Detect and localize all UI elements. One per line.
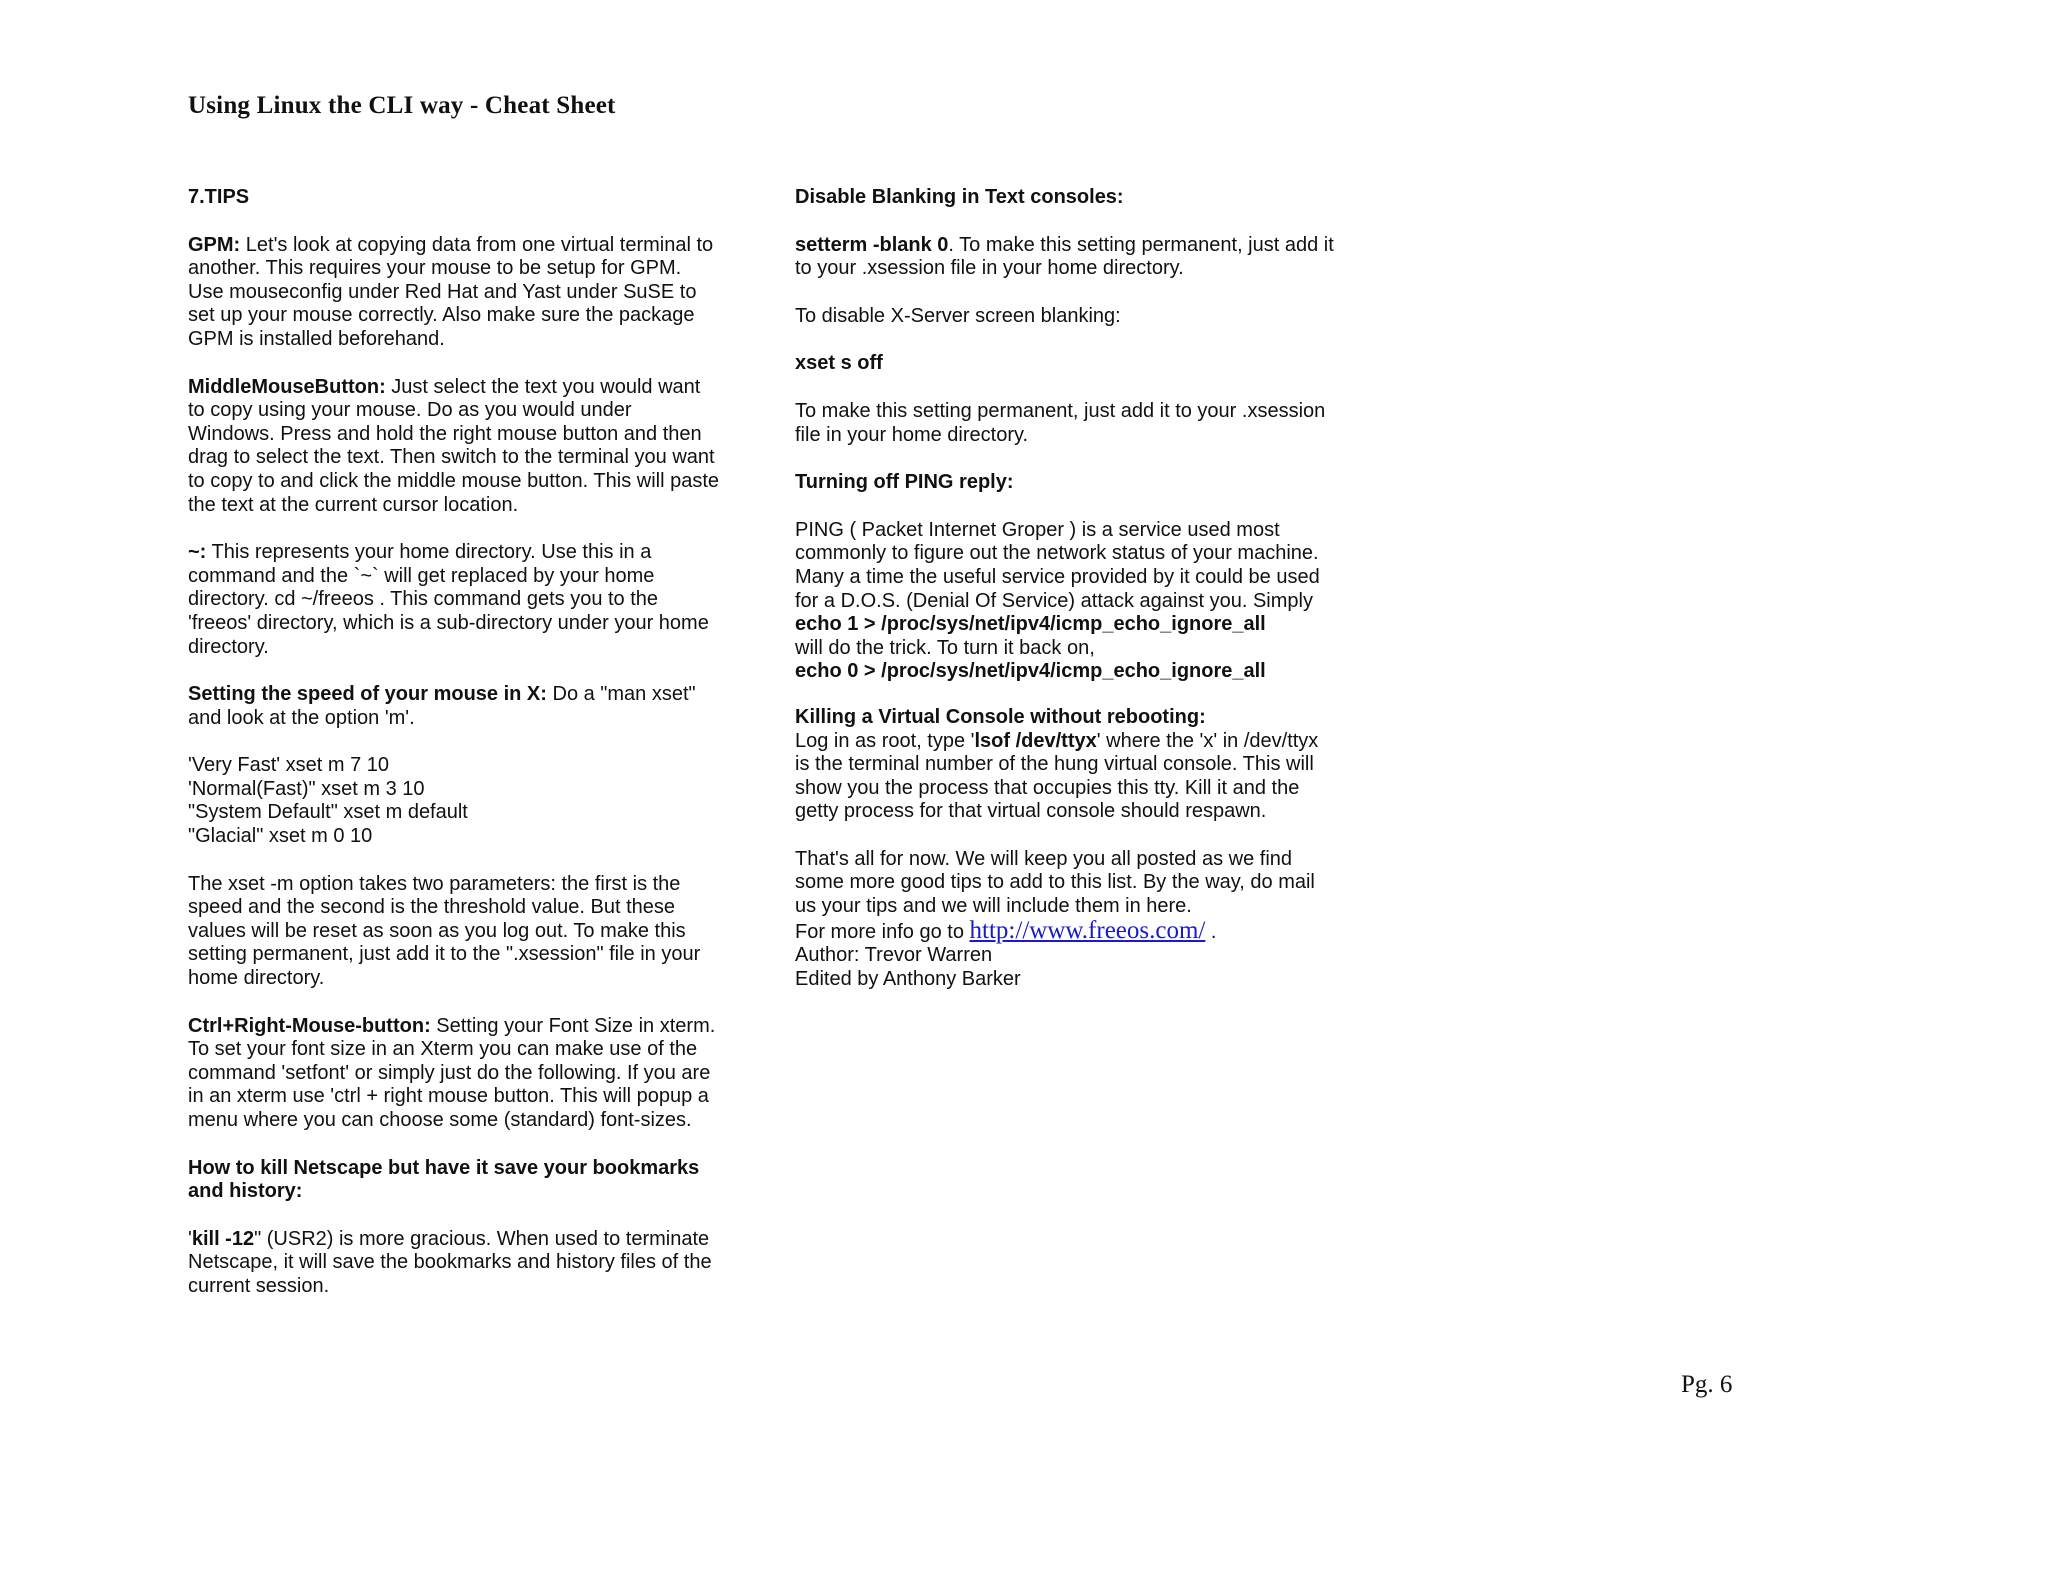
xset-explanation: The xset -m option takes two parameters: the first is the speed and the second is the threshold value. But these values will be reset as soon as you log out. To make this setting permanent, just add it to the ".xsession" file in your home directory. [188, 872, 701, 990]
xset-command: xset s off [795, 352, 883, 375]
echo-enable-command: echo 0 > /proc/sys/net/ipv4/icmp_echo_ignore_all [795, 660, 1266, 683]
speed-option: "System Default" xset m default [188, 801, 468, 824]
xserver-blanking-text: To disable X-Server screen blanking: [795, 304, 1121, 327]
speed-option: 'Normal(Fast)" xset m 3 10 [188, 777, 425, 800]
tilde-tip: ~: This represents your home directory. Use this in a command and the `~` will get replaced by your home directory. cd ~/freeos . This command gets you to the 'freeos' directory, which is a sub-directory under your home directory. [188, 541, 709, 658]
ctrl-right-mouse-tip: Ctrl+Right-Mouse-button: Setting your Font Size in xterm. To set your font size in an Xterm you can make use of the command 'setfont' or simply just do the following. If you are in an xterm use 'ctrl + right mouse button. This will popup a menu where you can choose some (standard) font-sizes. [188, 1014, 716, 1131]
kill-console-text: Log in as root, type 'lsof /dev/ttyx' where the 'x' in /dev/ttyx is the terminal number of the hung virtual console. This will show you the process that occupies this tty. Kill it and the getty process for that virtual console should respawn. [795, 729, 1319, 823]
ping-text: PING ( Packet Internet Groper ) is a service used most commonly to figure out the network status of your machine. Many a time the useful service provided by it could be used for a D.O.S. (Denial Of Service) attack against you. Simply [795, 518, 1320, 612]
closing-text: That's all for now. We will keep you all posted as we find some more good tips to add to this list. By the way, do mail us your tips and we will include them in here. [795, 847, 1315, 918]
mouse-speed-tip: Setting the speed of your mouse in X: Do a "man xset" and look at the option 'm'. [188, 683, 696, 729]
xset-permanent-text: To make this setting permanent, just add it to your .xsession file in your home directory. [795, 399, 1326, 446]
gpm-tip: GPM: Let's look at copying data from one virtual terminal to another. This requires your mouse to be setup for GPM. Use mouseconfig under Red Hat and Yast under SuSE to set up your mouse correctly. Also make sure the package GPM is installed beforehand. [188, 233, 714, 350]
right-column [795, 186, 1335, 991]
ping-heading: Turning off PING reply: [795, 471, 1014, 494]
author-line: Author: Trevor Warren [795, 944, 993, 967]
kill-console-heading: Killing a Virtual Console without rebooting: [795, 705, 1206, 728]
blanking-heading: Disable Blanking in Text consoles: [795, 186, 1124, 208]
kill-netscape-tip: 'kill -12" (USR2) is more gracious. When used to terminate Netscape, it will save the bookmarks and history files of the current session. [188, 1227, 712, 1297]
setterm-tip: setterm -blank 0. To make this setting permanent, just add it to your .xsession file in your home directory. [795, 233, 1334, 280]
editor-line: Edited by Anthony Barker [795, 967, 1021, 990]
more-info-line: For more info go to http://www.freeos.com/ . [795, 916, 1217, 944]
left-column [188, 186, 720, 1299]
section-heading: 7.TIPS [188, 186, 250, 208]
page-title: Using Linux the CLI way - Cheat Sheet [188, 92, 616, 119]
freeos-link[interactable]: http://www.freeos.com/ [969, 916, 1206, 944]
page-number: Pg. 6 [1681, 1371, 1733, 1398]
trick-text: will do the trick. To turn it back on, [795, 636, 1095, 659]
speed-option: 'Very Fast' xset m 7 10 [188, 754, 390, 777]
netscape-heading: How to kill Netscape but have it save your bookmarks and history: [188, 1156, 700, 1203]
speed-option: "Glacial" xset m 0 10 [188, 825, 373, 848]
middle-mouse-tip: MiddleMouseButton: Just select the text you would want to copy using your mouse. Do as you would under Windows. Press and hold the right mouse button and then drag to select the text. Then switch to the terminal you want to copy to and click the middle mouse button. This will paste the text at the current cursor location. [188, 375, 720, 516]
echo-disable-command: echo 1 > /proc/sys/net/ipv4/icmp_echo_ignore_all [795, 613, 1266, 636]
